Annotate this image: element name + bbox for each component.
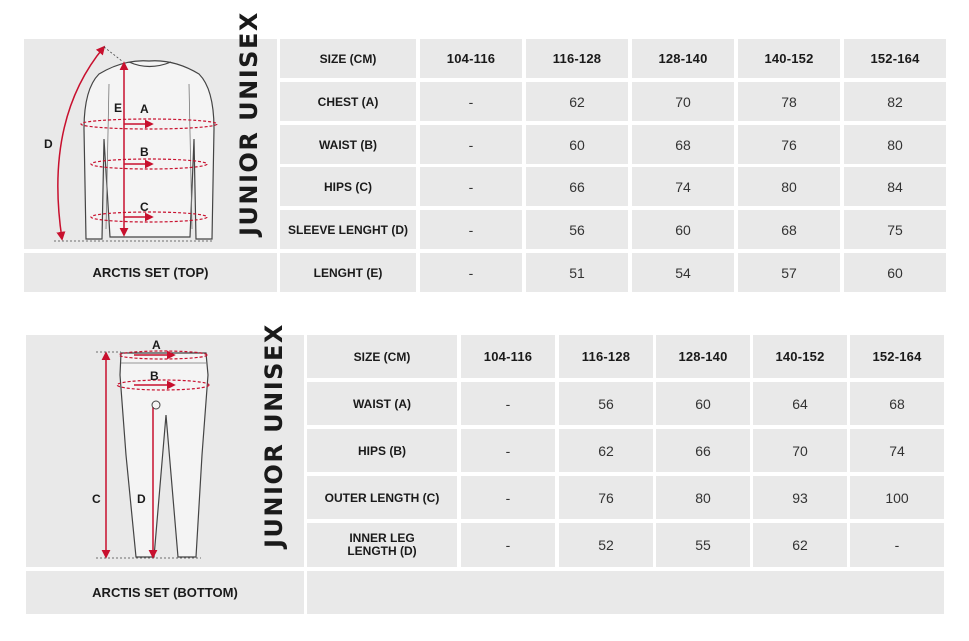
- top-row-label-waist: WAIST (B): [280, 125, 416, 164]
- inner-leg-label-line2: LENGTH (D): [347, 544, 417, 558]
- table-cell: -: [420, 210, 522, 249]
- top-size-col-3: 128-140: [632, 39, 734, 78]
- table-cell: 60: [656, 382, 750, 425]
- top-size-col-4: 140-152: [738, 39, 840, 78]
- figure-letter-b: B: [140, 145, 149, 159]
- figure-letter-b: B: [150, 369, 159, 383]
- table-cell: 100: [850, 476, 944, 519]
- table-cell: 82: [844, 82, 946, 121]
- bottom-row-label-hips: HIPS (B): [307, 429, 457, 472]
- table-cell: -: [461, 382, 555, 425]
- table-cell: 62: [526, 82, 628, 121]
- table-cell: 80: [656, 476, 750, 519]
- table-cell: 80: [844, 125, 946, 164]
- figure-letter-e: E: [114, 101, 123, 115]
- table-cell: 93: [753, 476, 847, 519]
- table-cell: 62: [559, 429, 653, 472]
- table-cell: 54: [632, 253, 734, 292]
- bottom-product-label: ARCTIS SET (BOTTOM): [26, 571, 304, 614]
- table-cell: 80: [738, 167, 840, 206]
- table-cell: 66: [526, 167, 628, 206]
- top-row-label-chest: CHEST (A): [280, 82, 416, 121]
- junior-unisex-title-bottom: JUNIOR UNISEX: [260, 323, 288, 548]
- table-cell: 52: [559, 523, 653, 567]
- top-size-col-1: 104-116: [420, 39, 522, 78]
- top-row-label-length: LENGHT (E): [280, 253, 416, 292]
- bottom-footer-blank: [307, 571, 944, 614]
- inner-leg-label-line1: INNER LEG: [349, 531, 415, 545]
- bottom-row-label-inner-leg: [307, 523, 457, 567]
- table-cell: 55: [656, 523, 750, 567]
- table-cell: -: [420, 125, 522, 164]
- bottom-size-header-label: SIZE (CM): [307, 335, 457, 378]
- table-cell: 60: [844, 253, 946, 292]
- table-cell: 78: [738, 82, 840, 121]
- top-product-label: ARCTIS SET (TOP): [24, 253, 277, 292]
- bottom-size-col-2: 116-128: [559, 335, 653, 378]
- table-cell: 70: [753, 429, 847, 472]
- table-cell: -: [420, 167, 522, 206]
- table-cell: 66: [656, 429, 750, 472]
- table-cell: 74: [632, 167, 734, 206]
- top-row-label-hips: HIPS (C): [280, 167, 416, 206]
- table-cell: 64: [753, 382, 847, 425]
- top-size-header-label: SIZE (CM): [280, 39, 416, 78]
- figure-letter-c: C: [140, 200, 149, 214]
- table-cell: 60: [526, 125, 628, 164]
- table-cell: -: [461, 523, 555, 567]
- table-cell: 56: [559, 382, 653, 425]
- table-cell: 60: [632, 210, 734, 249]
- table-cell: -: [420, 82, 522, 121]
- top-size-col-2: 116-128: [526, 39, 628, 78]
- bottom-size-col-4: 140-152: [753, 335, 847, 378]
- bottom-size-col-3: 128-140: [656, 335, 750, 378]
- figure-letter-d: D: [44, 137, 53, 151]
- table-cell: 76: [559, 476, 653, 519]
- table-cell: 75: [844, 210, 946, 249]
- table-cell: 62: [753, 523, 847, 567]
- table-cell: 84: [844, 167, 946, 206]
- figure-letter-d: D: [137, 492, 146, 506]
- table-cell: 70: [632, 82, 734, 121]
- bottom-row-label-outer-length: OUTER LENGTH (C): [307, 476, 457, 519]
- table-cell: 68: [850, 382, 944, 425]
- top-row-label-sleeve: SLEEVE LENGHT (D): [280, 210, 416, 249]
- table-cell: 74: [850, 429, 944, 472]
- table-cell: 68: [632, 125, 734, 164]
- table-cell: -: [420, 253, 522, 292]
- bottom-row-label-waist: WAIST (A): [307, 382, 457, 425]
- figure-letter-a: A: [140, 102, 149, 116]
- top-size-col-5: 152-164: [844, 39, 946, 78]
- table-cell: -: [461, 429, 555, 472]
- table-cell: -: [850, 523, 944, 567]
- junior-unisex-title-top: JUNIOR UNISEX: [235, 11, 263, 236]
- figure-letter-a: A: [152, 338, 161, 352]
- table-cell: 68: [738, 210, 840, 249]
- figure-letter-c: C: [92, 492, 101, 506]
- table-cell: 51: [526, 253, 628, 292]
- table-cell: 76: [738, 125, 840, 164]
- table-cell: -: [461, 476, 555, 519]
- table-cell: 57: [738, 253, 840, 292]
- bottom-size-col-5: 152-164: [850, 335, 944, 378]
- bottom-size-col-1: 104-116: [461, 335, 555, 378]
- table-cell: 56: [526, 210, 628, 249]
